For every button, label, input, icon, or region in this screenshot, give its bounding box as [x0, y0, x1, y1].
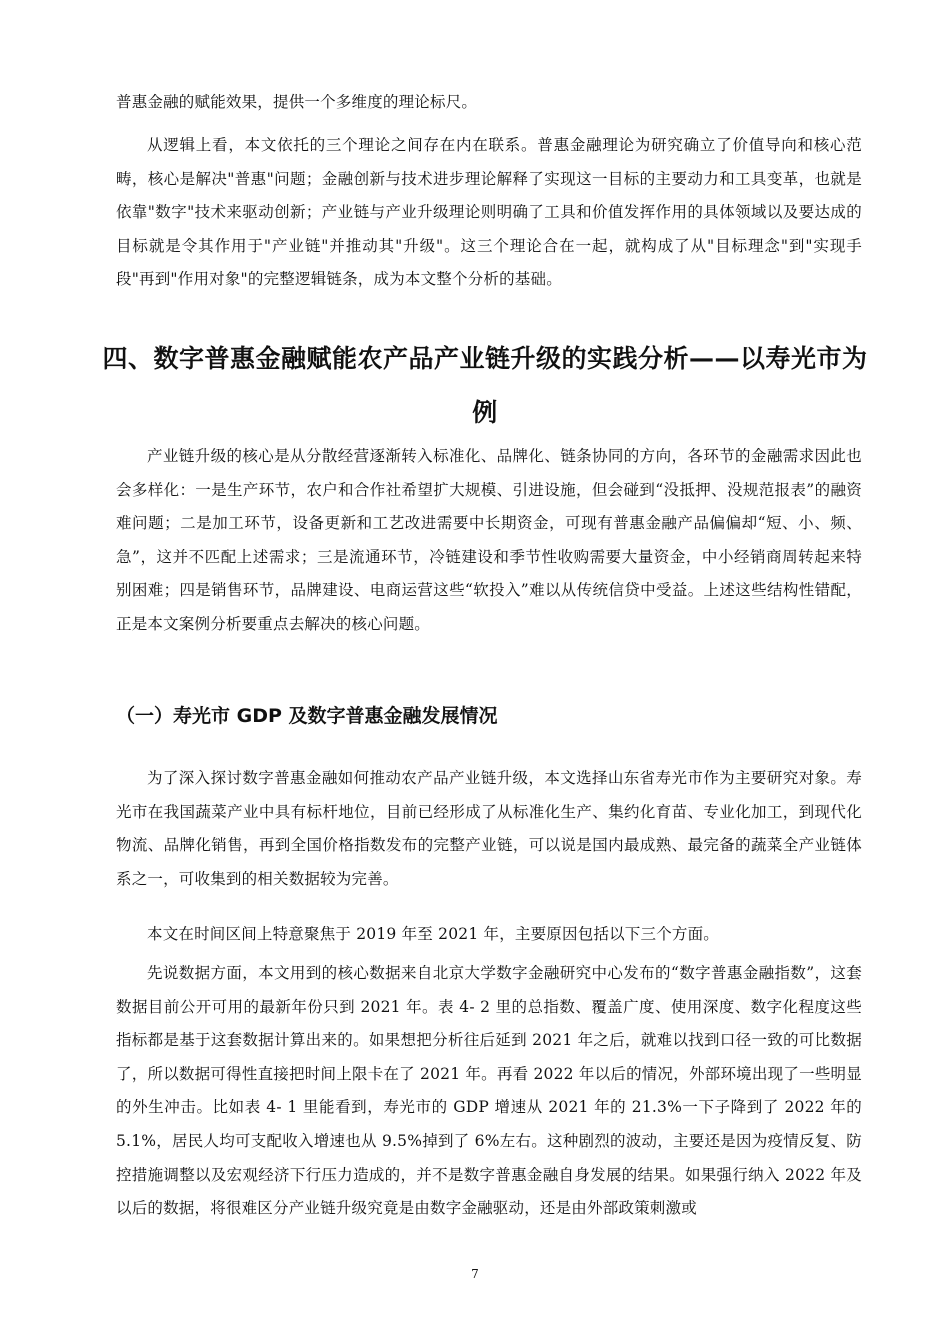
paragraph-continuation: 普惠金融的赋能效果，提供一个多维度的理论标尺。 [116, 93, 478, 111]
page-number: 7 [471, 1267, 479, 1281]
paragraph-theory-logic: 从逻辑上看，本文依托的三个理论之间存在内在联系。普惠金融理论为研究确立了价值导向和核心范畴，核心是解决"普惠"问题；金融创新与技术进步理论解释了实现这一目标的主要动力和工具变革，也就是依靠"数字"技术来驱动创新；产业链与产业升级理论则明确了工具和价值发挥作用的具体领域以及要达成的目标就是令其作用于"产业链"并推动其"升级"。这三个理论合在一起，就构成了从"目标理念"到"实现手段"再到"作用对象"的完整逻辑链条，成为本文整个分析的基础。 [116, 136, 862, 289]
paragraph-time-range: 本文在时间区间上特意聚焦于 2019 年至 2021 年，主要原因包括以下三个方面。 [147, 925, 720, 943]
paragraph-data-reason: 先说数据方面，本文用到的核心数据来自北京大学数字金融研究中心发布的“数字普惠金融指数”，这套数据目前公开可用的最新年份只到 2021 年。表 4- 2 里的总指数、覆盖广度、使用深度、数字化程度这些指标都是基于这套数据计算出来的。如果想把分析往后延到 2021 年之后，就难以找到口径一致的可比数据了，所以数据可得性直接把时间上限卡在了 2021 年。再看 2022 年以后的情况，外部环境出现了一些明显的外生冲击。比如表 4- 1 里能看到，寿光市的 GDP 增速从 2021 年的 21.3%一下子降到了 2022 年的 5.1%，居民人均可支配收入增速也从 9.5%掉到了 6%左右。这种剧烈的波动，主要还是因为疫情反复、防控措施调整以及宏观经济下行压力造成的，并不是数字普惠金融自身发展的结果。如果强行纳入 2022 年及以后的数据，将很难区分产业链升级究竟是由数字金融驱动，还是由外部政策刺激或 [116, 964, 862, 1218]
paragraph-research-object: 为了深入探讨数字普惠金融如何推动农产品产业链升级，本文选择山东省寿光市作为主要研究对象。寿光市在我国蔬菜产业中具有标杆地位，目前已经形成了从标准化生产、集约化育苗、专业化加工，到现代化物流、品牌化销售，再到全国价格指数发布的完整产业链，可以说是国内最成熟、最完备的蔬菜全产业链体系之一，可收集到的相关数据较为完善。 [116, 769, 862, 888]
paragraph-section-intro: 产业链升级的核心是从分散经营逐渐转入标准化、品牌化、链条协同的方向，各环节的金融需求因此也会多样化：一是生产环节，农户和合作社希望扩大规模、引进设施，但会碰到“没抵押、没规范报表”的融资难问题；二是加工环节，设备更新和工艺改进需要中长期资金，可现有普惠金融产品偏偏却“短、小、频、急”，这并不匹配上述需求；三是流通环节，冷链建设和季节性收购需要大量资金，中小经销商周转起来特别困难；四是销售环节，品牌建设、电商运营这些“软投入”难以从传统信贷中受益。上述这些结构性错配，正是本文案例分析要重点去解决的核心问题。 [116, 447, 862, 633]
subsection-heading: （一）寿光市 GDP 及数字普惠金融发展情况 [116, 705, 498, 727]
section-heading: 四、数字普惠金融赋能农产品产业链升级的实践分析——以寿光市为例 [102, 344, 868, 427]
